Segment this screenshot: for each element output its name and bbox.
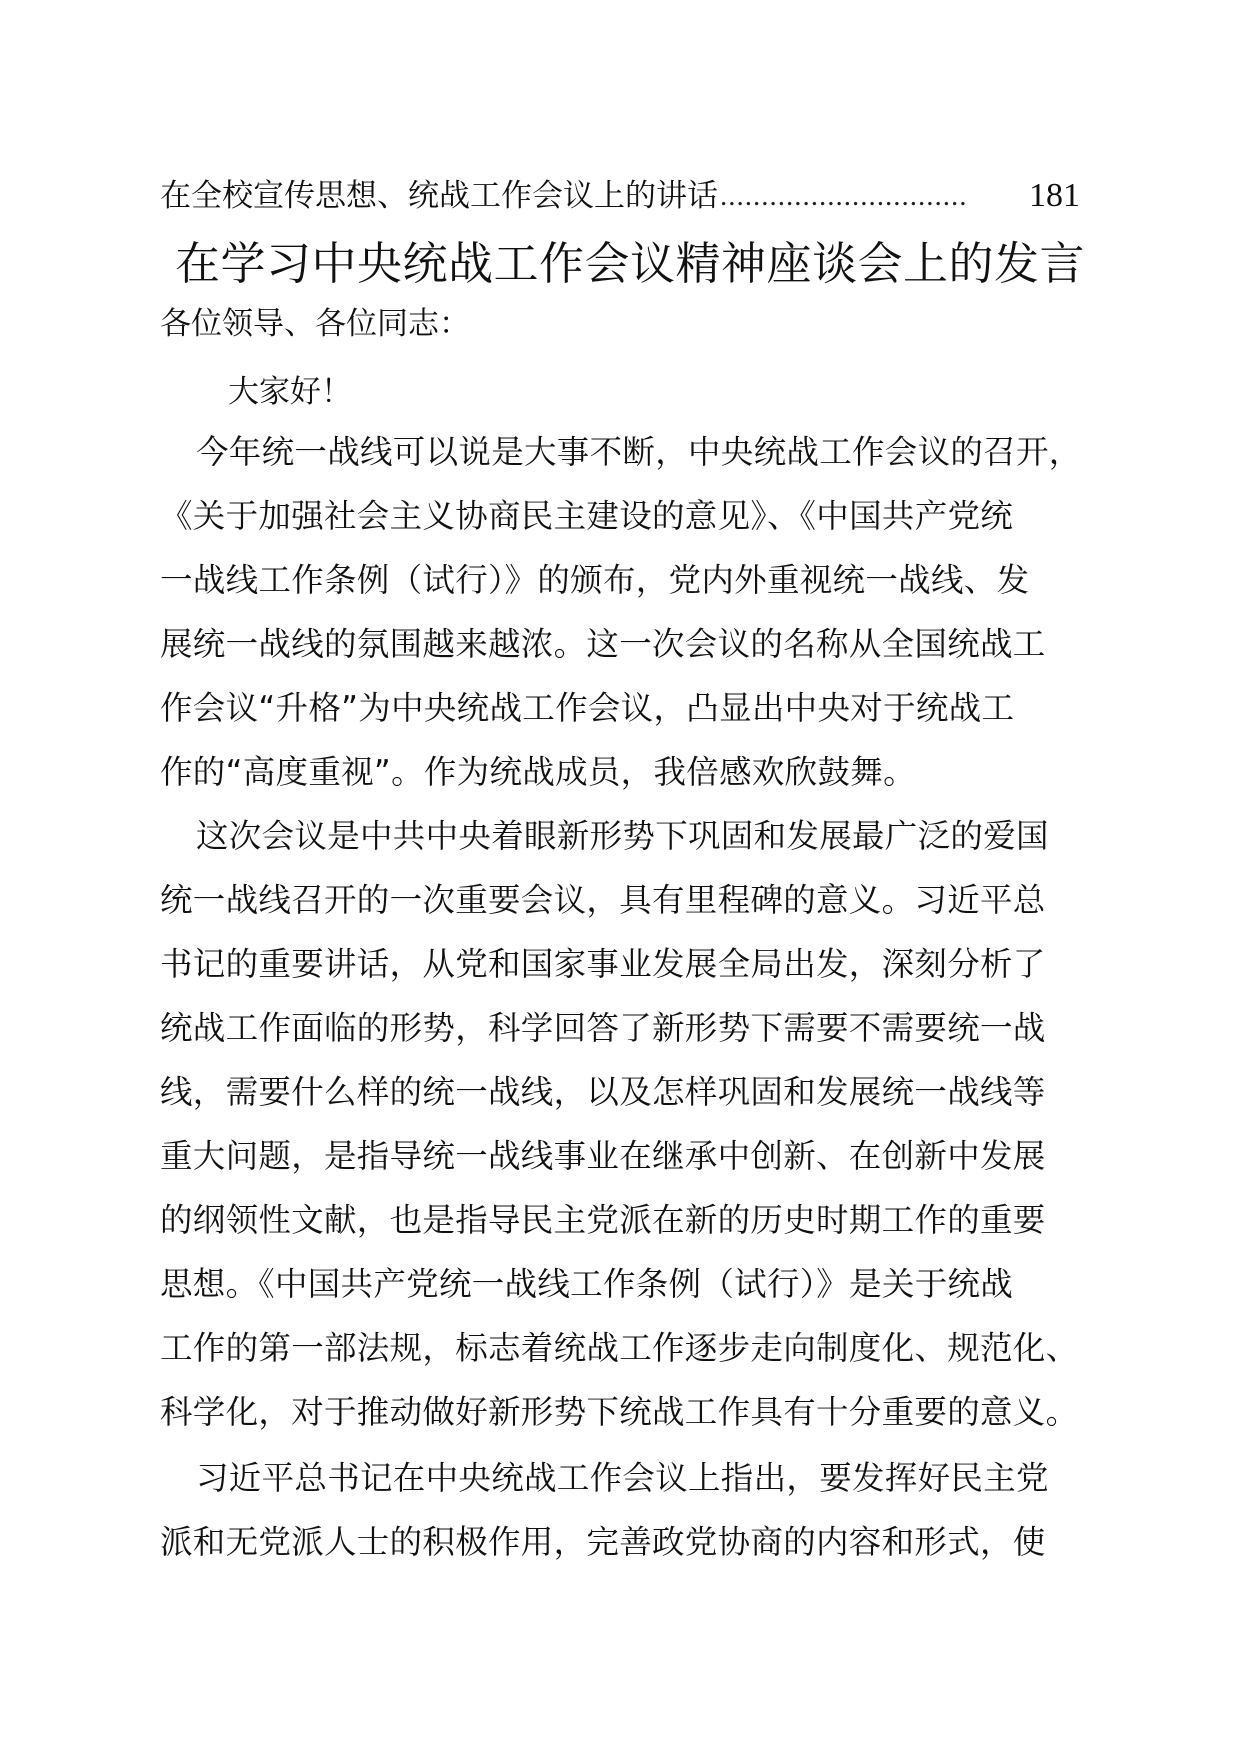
paragraph-2-line-3: 书记的重要讲话，从党和国家事业发展全局出发，深刻分析了 <box>160 945 1046 983</box>
paragraph-1-line-4: 展统一战线的氛围越来越浓。这一次会议的名称从全国统战工 <box>160 625 1046 663</box>
paragraph-2-line-2: 统一战线召开的一次重要会议，具有里程碑的意义。习近平总 <box>160 881 1046 919</box>
paragraph-1-line-6: 作的“高度重视”。作为统战成员，我倍感欢欣鼓舞。 <box>160 753 916 791</box>
paragraph-2-line-5: 线，需要什么样的统一战线，以及怎样巩固和发展统一战线等 <box>160 1073 1046 1111</box>
toc-entry[interactable] <box>160 172 1080 220</box>
paragraph-1-line-5: 作会议“升格”为中央统战工作会议，凸显出中央对于统战工 <box>160 689 1015 727</box>
paragraph-1-line-2: 《关于加强社会主义协商民主建设的意见》、《中国共产党统 <box>160 497 1014 535</box>
paragraph-2-line-6: 重大问题，是指导统一战线事业在继承中创新、在创新中发展 <box>160 1137 1046 1175</box>
paragraph-2-line-8: 思想。《中国共产党统一战线工作条例（试行）》是关于统战 <box>160 1265 1014 1303</box>
paragraph-2-line-1: 这次会议是中共中央着眼新形势下巩固和发展最广泛的爱国 <box>196 817 1049 855</box>
paragraph-2-line-9: 工作的第一部法规，标志着统战工作逐步走向制度化、规范化、 <box>160 1329 1079 1367</box>
paragraph-3-line-2: 派和无党派人士的积极作用，完善政党协商的内容和形式，使 <box>160 1523 1046 1561</box>
paragraph-1-line-1: 今年统一战线可以说是大事不断，中央统战工作会议的召开， <box>196 433 1082 471</box>
document-title: 在学习中央统战工作会议精神座谈会上的发言 <box>174 237 1085 290</box>
greeting: 大家好！ <box>228 374 352 410</box>
paragraph-2-line-4: 统战工作面临的形势，科学回答了新形势下需要不需要统一战 <box>160 1009 1046 1047</box>
salutation: 各位领导、各位同志： <box>160 306 470 342</box>
toc-entry-title: 在全校宣传思想、统战工作会议上的讲话 <box>160 178 718 214</box>
toc-dot-leader: .............................. <box>720 180 968 212</box>
paragraph-2-line-10: 科学化，对于推动做好新形势下统战工作具有十分重要的意义。 <box>160 1393 1079 1431</box>
paragraph-2-line-7: 的纲领性文献，也是指导民主党派在新的历史时期工作的重要 <box>160 1201 1046 1239</box>
paragraph-3-line-1: 习近平总书记在中央统战工作会议上指出，要发挥好民主党 <box>196 1459 1049 1497</box>
toc-page-number: 181 <box>1029 177 1080 214</box>
paragraph-1-line-3: 一战线工作条例（试行）》的颁布，党内外重视统一战线、发 <box>160 561 1030 599</box>
